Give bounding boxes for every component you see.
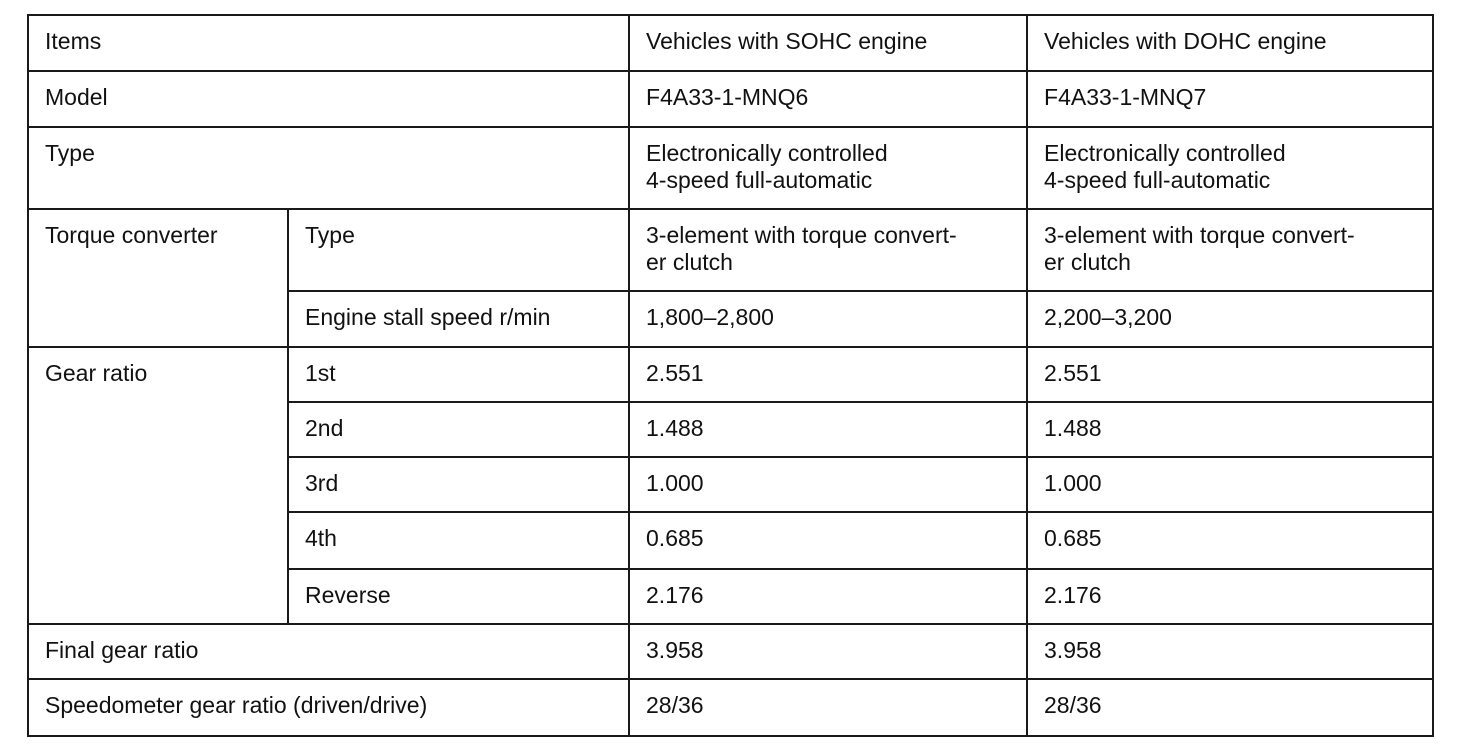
gear-sohc-value: 1.000 [629,457,1027,512]
torque-converter-label: Torque converter [28,209,288,347]
model-row [28,71,1433,127]
gear-sohc-value: 1.488 [629,402,1027,457]
speedometer-sohc: 28/36 [629,679,1027,736]
type-dohc-line1: Electronically controlled [1044,140,1286,166]
type-sohc-value [629,127,1027,209]
type-row [28,127,1433,209]
type-dohc-value [1027,127,1433,209]
gear-sohc-value: 2.176 [629,569,1027,624]
gear-label: 1st [288,347,629,402]
tc-type-sohc-line2: er clutch [646,249,733,275]
stall-speed-label: Engine stall speed r/min [288,291,629,347]
tc-type-sohc-line1: 3-element with torque convert- [646,222,957,248]
tc-type-dohc-line2: er clutch [1044,249,1131,275]
final-gear-ratio-label: Final gear ratio [28,624,629,679]
type-sohc-line2: 4-speed full-automatic [646,167,873,193]
speedometer-row [28,679,1433,736]
speedometer-label: Speedometer gear ratio (driven/drive) [28,679,629,736]
gear-dohc-value: 2.551 [1027,347,1433,402]
torque-converter-type-row [28,209,1433,291]
stall-speed-sohc: 1,800–2,800 [629,291,1027,347]
gear-dohc-value: 0.685 [1027,512,1433,569]
gear-ratio-label: Gear ratio [28,347,288,624]
gear-dohc-value: 2.176 [1027,569,1433,624]
header-row [28,15,1433,71]
specification-table [27,14,1434,737]
torque-converter-type-label: Type [288,209,629,291]
gear-label: 3rd [288,457,629,512]
gear-dohc-value: 1.000 [1027,457,1433,512]
torque-converter-type-dohc [1027,209,1433,291]
model-sohc-value: F4A33-1-MNQ6 [629,71,1027,127]
gear-label: 4th [288,512,629,569]
gear-sohc-value: 0.685 [629,512,1027,569]
speedometer-dohc: 28/36 [1027,679,1433,736]
gear-sohc-value: 2.551 [629,347,1027,402]
gear-label: 2nd [288,402,629,457]
final-gear-ratio-sohc: 3.958 [629,624,1027,679]
stall-speed-dohc: 2,200–3,200 [1027,291,1433,347]
dohc-header: Vehicles with DOHC engine [1027,15,1433,71]
sohc-header: Vehicles with SOHC engine [629,15,1027,71]
gear-row-1st [28,347,1433,402]
model-dohc-value: F4A33-1-MNQ7 [1027,71,1433,127]
gear-dohc-value: 1.488 [1027,402,1433,457]
items-header: Items [28,15,629,71]
type-sohc-line1: Electronically controlled [646,140,888,166]
tc-type-dohc-line1: 3-element with torque convert- [1044,222,1355,248]
gear-label: Reverse [288,569,629,624]
torque-converter-type-sohc [629,209,1027,291]
type-dohc-line2: 4-speed full-automatic [1044,167,1271,193]
type-label: Type [28,127,629,209]
model-label: Model [28,71,629,127]
final-gear-ratio-row [28,624,1433,679]
final-gear-ratio-dohc: 3.958 [1027,624,1433,679]
